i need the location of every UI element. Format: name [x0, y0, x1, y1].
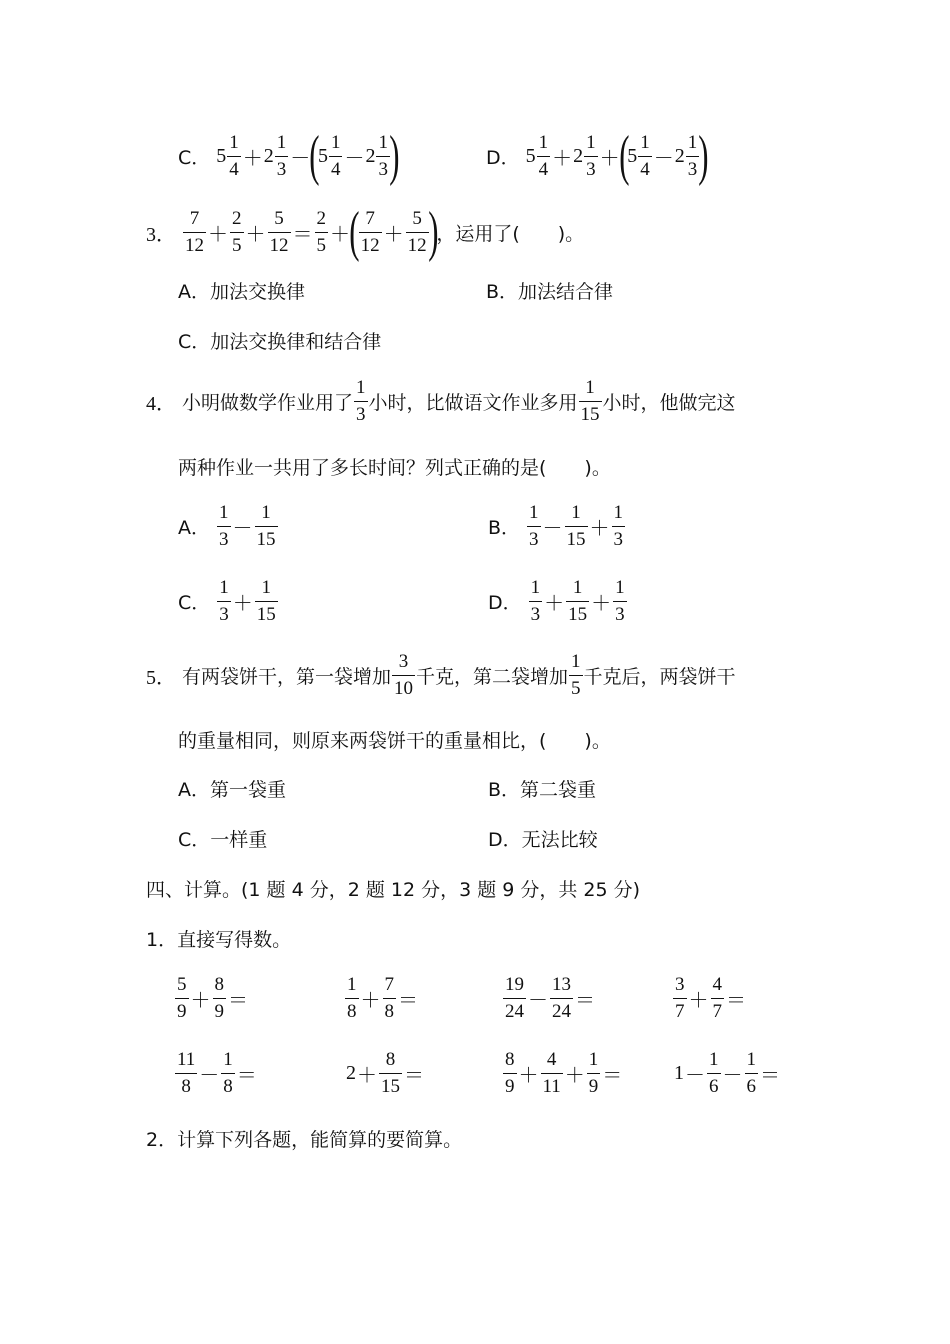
q4-option-d[interactable]: D． $\frac{1}{3}$ ＋ $\frac{1}{15}$ ＋ $\frac{1}{3}$ — [488, 577, 625, 625]
fraction: $\frac{5}{12}$ — [407, 207, 427, 256]
q2-option-d[interactable]: D． 5 $\frac{1}{4}$ ＋ 2 $\frac{1}{3}$ ＋ ( 5 $\frac{1}{4}$ － 2 $\frac{1}{3}$ ) — [486, 125, 709, 187]
fraction: $\frac{3}{7}$ — [675, 974, 685, 1022]
fraction: $\frac{5}{9}$ — [177, 974, 187, 1022]
fraction: $\frac{1}{9}$ — [588, 1049, 599, 1097]
fraction: $\frac{1}{6}$ — [709, 1049, 719, 1097]
question-4: 4． 小明做数学作业用了 $\frac{1}{3}$ 小时，比做语文作业多用 $\frac{1}{15}$ 小时，他做完这 — [146, 377, 736, 425]
fraction: $\frac{7}{8}$ — [384, 974, 394, 1022]
section-4-title: 四、计算。(1 题 4 分，2 题 12 分，3 题 9 分，共 25 分) — [146, 879, 641, 901]
fraction: $\frac{11}{8}$ — [177, 1049, 196, 1097]
right-paren: ) — [389, 125, 400, 187]
q3-option-c[interactable]: C．加法交换律和结合律 — [178, 331, 382, 353]
fraction: $\frac{1}{8}$ — [347, 974, 357, 1022]
q5-option-d[interactable]: D．无法比较 — [488, 829, 598, 851]
right-paren: ) — [698, 125, 709, 187]
fraction: $\frac{1}{4}$ — [640, 131, 650, 180]
fraction: $\frac{1}{15}$ — [566, 502, 586, 550]
fraction: $\frac{1}{8}$ — [223, 1049, 233, 1097]
left-paren: ( — [349, 201, 360, 263]
fraction: $\frac{1}{4}$ — [538, 131, 549, 180]
q3-suffix: ，运用了( )。 — [436, 222, 585, 245]
left-paren: ( — [618, 125, 630, 187]
q4-option-a[interactable]: A． $\frac{1}{3}$ － $\frac{1}{15}$ — [178, 502, 276, 550]
fraction: $\frac{1}{3}$ — [378, 131, 388, 180]
calc-item[interactable]: 1 － $\frac{1}{6}$ － $\frac{1}{6}$ ＝ — [674, 1049, 780, 1097]
fraction: $\frac{5}{12}$ — [269, 207, 289, 256]
left-paren: ( — [309, 125, 320, 187]
right-paren: ) — [427, 201, 439, 263]
q4-option-c[interactable]: C． $\frac{1}{3}$ ＋ $\frac{1}{15}$ — [178, 577, 276, 625]
fraction: $\frac{13}{24}$ — [552, 974, 571, 1022]
q5-line2: 的重量相同，则原来两袋饼干的重量相比，( )。 — [178, 730, 611, 752]
fraction: $\frac{1}{15}$ — [256, 577, 276, 625]
fraction: $\frac{1}{15}$ — [568, 577, 588, 625]
q5-option-a[interactable]: A．第一袋重 — [178, 779, 286, 801]
calc-item[interactable]: $\frac{5}{9}$ ＋ $\frac{8}{9}$ ＝ — [177, 974, 248, 1022]
fraction: $\frac{1}{5}$ — [571, 651, 581, 699]
calc-item[interactable]: $\frac{19}{24}$ － $\frac{13}{24}$ ＝ — [505, 974, 595, 1022]
fraction: $\frac{1}{3}$ — [219, 502, 229, 550]
q5-option-b[interactable]: B．第二袋重 — [488, 779, 597, 801]
fraction: $\frac{1}{4}$ — [330, 131, 341, 180]
q3-option-a[interactable]: A．加法交换律 — [178, 281, 305, 303]
fraction: $\frac{4}{11}$ — [542, 1049, 561, 1097]
fraction: $\frac{1}{3}$ — [586, 131, 596, 180]
fraction: $\frac{8}{15}$ — [381, 1049, 400, 1097]
fraction: $\frac{8}{9}$ — [505, 1049, 515, 1097]
fraction: $\frac{1}{3}$ — [219, 577, 229, 625]
fraction: $\frac{1}{3}$ — [687, 131, 698, 180]
fraction: $\frac{3}{10}$ — [394, 651, 414, 699]
fraction: $\frac{1}{3}$ — [529, 502, 539, 550]
q3-option-b[interactable]: B．加法结合律 — [486, 281, 614, 303]
fraction: $\frac{1}{3}$ — [613, 502, 624, 550]
fraction: $\frac{1}{3}$ — [276, 131, 287, 180]
q2-option-c[interactable]: C． 5 $\frac{1}{4}$ ＋ 2 $\frac{1}{3}$ － ( 5 $\frac{1}{4}$ － 2 $\frac{1}{3}$ ) — [178, 125, 400, 187]
fraction: $\frac{1}{3}$ — [530, 577, 541, 625]
fraction: $\frac{1}{6}$ — [746, 1049, 756, 1097]
fraction: $\frac{1}{3}$ — [356, 377, 366, 425]
fraction: $\frac{2}{5}$ — [316, 207, 326, 256]
fraction: $\frac{1}{3}$ — [615, 577, 625, 625]
calc-item[interactable]: $\frac{3}{7}$ ＋ $\frac{4}{7}$ ＝ — [675, 974, 746, 1022]
question-3: 3． $\frac{7}{12}$ ＋ $\frac{2}{5}$ ＋ $\frac{5}{12}$ ＝ $\frac{2}{5}$ ＋ ( $\frac{7}{12}$ ＋ $\frac{5}{12}$ ) ，运用了( )。 — [146, 201, 585, 263]
fraction: $\frac{7}{12}$ — [185, 207, 204, 256]
fraction: $\frac{4}{7}$ — [712, 974, 722, 1022]
fraction: $\frac{19}{24}$ — [505, 974, 524, 1022]
question-5: 5． 有两袋饼干，第一袋增加 $\frac{3}{10}$ 千克，第二袋增加 $\frac{1}{5}$ 千克后，两袋饼干 — [146, 651, 736, 699]
fraction: $\frac{8}{9}$ — [214, 974, 224, 1022]
q4-line2: 两种作业一共用了多长时间？列式正确的是( )。 — [178, 457, 611, 479]
fraction: $\frac{1}{15}$ — [256, 502, 276, 550]
fraction: $\frac{7}{12}$ — [360, 207, 380, 256]
calc-item[interactable]: 2 ＋ $\frac{8}{15}$ ＝ — [346, 1049, 424, 1097]
q4-option-b[interactable]: B． $\frac{1}{3}$ － $\frac{1}{15}$ ＋ $\frac{1}{3}$ — [488, 502, 624, 550]
fraction: $\frac{1}{4}$ — [229, 131, 239, 180]
calc-item[interactable]: $\frac{8}{9}$ ＋ $\frac{4}{11}$ ＋ $\frac{1}{9}$ ＝ — [505, 1049, 623, 1097]
section-4-part-2: 2．计算下列各题，能简算的要简算。 — [146, 1129, 463, 1151]
fraction: $\frac{1}{15}$ — [580, 377, 600, 425]
q5-option-c[interactable]: C．一样重 — [178, 829, 268, 851]
calc-item[interactable]: $\frac{1}{8}$ ＋ $\frac{7}{8}$ ＝ — [347, 974, 418, 1022]
calc-item[interactable]: $\frac{11}{8}$ － $\frac{1}{8}$ ＝ — [177, 1049, 257, 1097]
fraction: $\frac{2}{5}$ — [232, 207, 242, 256]
section-4-part-1: 1．直接写得数。 — [146, 929, 292, 951]
